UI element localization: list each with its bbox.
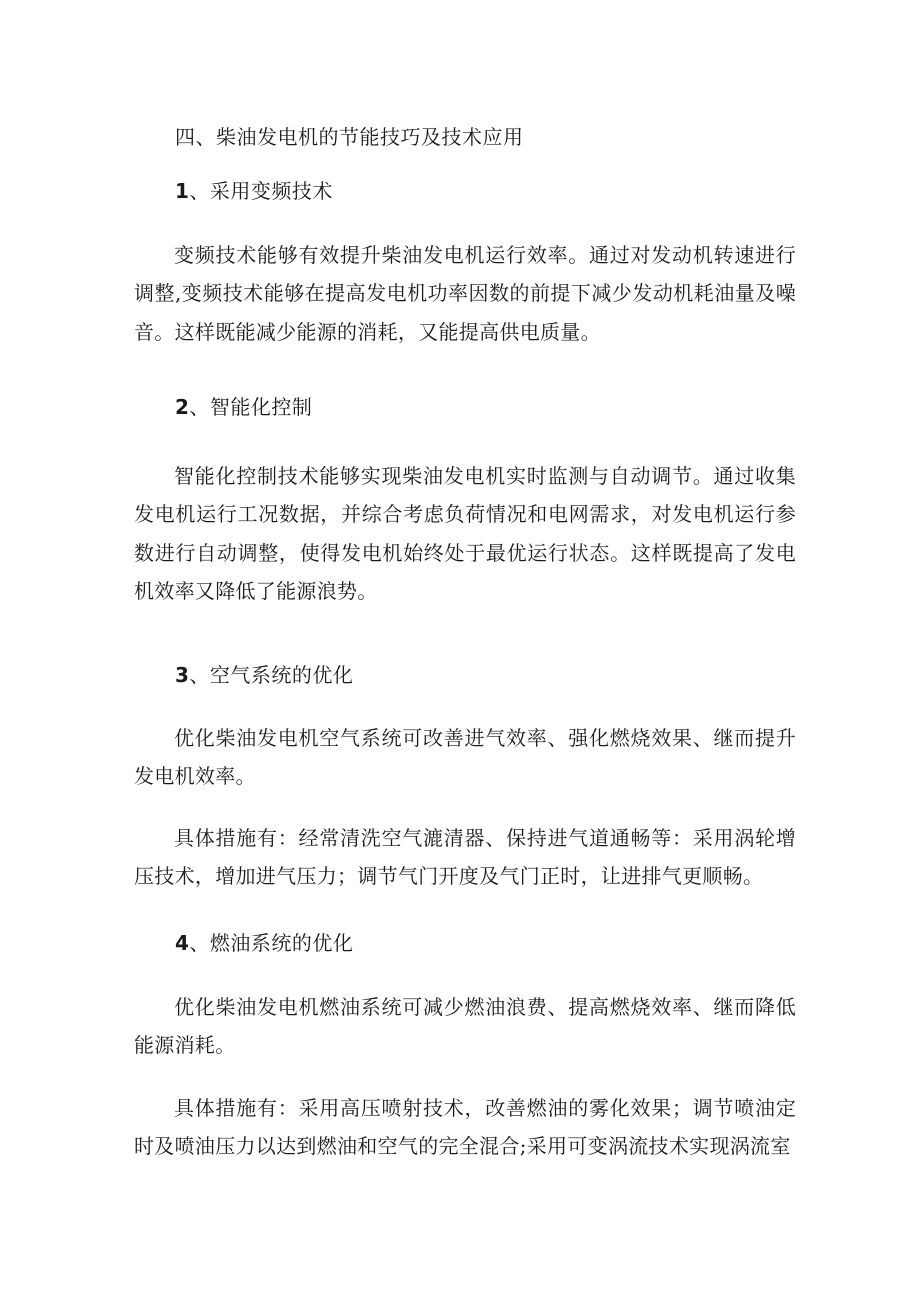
subsection-3-paragraph-2: 具体措施有：经常清洗空气漉清器、保持进气道通畅等：采用涡轮增压技术，增加进气压力；调节气门开度及气门正时，让进排气更顺畅。 — [134, 826, 796, 889]
subsection-4-title: 、燃油系统的优化 — [189, 931, 354, 955]
subsection-1-paragraph-1: 变频技术能够有效提升柴油发电机运行效率。通过对发动机转速进行调整,变频技术能够在提高发电机功率因数的前提下减少发动机耗油量及噪音。这样既能减少能源的消耗，又能提高供电质量。 — [134, 243, 796, 344]
subsection-2-paragraph-1: 智能化控制技术能够实现柴油发电机实时监测与自动调节。通过收集发电机运行工况数据，并综合考虑负荷情况和电网需求，对发电机运行参数进行自动调整，使得发电机始终处于最优运行状态。这样既提高了发电机效率又降低了能源浪势。 — [134, 464, 796, 603]
subsection-3-title: 、空气系统的优化 — [189, 663, 354, 687]
subsection-4-heading — [175, 930, 353, 956]
subsection-2-heading — [175, 394, 312, 420]
subsection-4-number: 4 — [175, 931, 190, 955]
subsection-1-heading — [175, 178, 333, 204]
subsection-3-heading — [175, 662, 353, 688]
subsection-3-paragraph-1: 优化柴油发电机空气系统可改善进气效率、强化燃烧效果、继而提升发电机效率。 — [134, 726, 796, 789]
section-title: 四、柴油发电机的节能技巧及技术应用 — [175, 125, 524, 149]
subsection-2-number: 2 — [175, 395, 190, 419]
subsection-3-number: 3 — [175, 663, 190, 687]
subsection-4-paragraph-2: 具体措施有：采用高压喷射技术，改善燃油的雾化效果；调节喷油定时及喷油压力以达到燃油和空气的完全混合;采用可变涡流技术实现涡流室 — [134, 1096, 796, 1159]
subsection-4-paragraph-1: 优化柴油发电机燃油系统可减少燃油浪费、提高燃烧效率、继而降低能源消耗。 — [134, 995, 796, 1058]
subsection-1-title: 、采用变频技术 — [189, 179, 333, 203]
subsection-2-title: 、智能化控制 — [189, 395, 313, 419]
subsection-1-number: 1 — [175, 179, 190, 203]
